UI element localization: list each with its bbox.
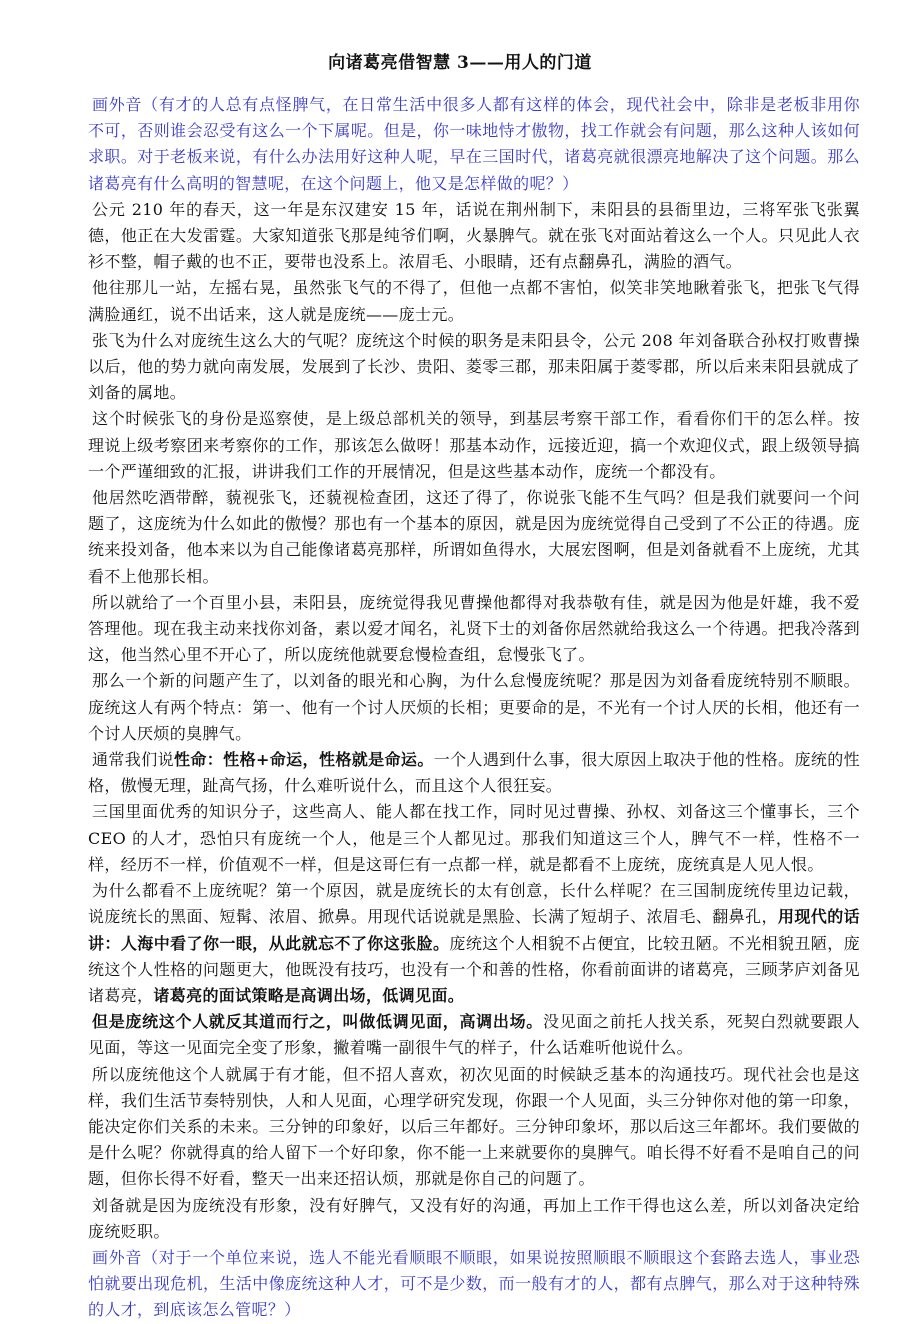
body-paragraph [88, 747, 860, 799]
text-run: 公元 210 年的春天，这一年是东汉建安 15 年，话说在荆州制下，耒阳县的县衙里边，三将军张飞张翼德，他正在大发雷霆。大家知道张飞那是纯爷们啊，火暴脾气。就在张飞对面站着这么一个人。只见此人衣衫不整，帽子戴的也不正，要带也没系上。浓眉毛、小眼睛，还有点翻鼻孔，满脸的酒气。 [88, 199, 860, 272]
text-run: 三国里面优秀的知识分子，这些高人、能人都在找工作，同时见过曹操、孙权、刘备这三个懂事长，三个 CEO 的人才，恐怕只有庞统一个人，他是三个人都见过。那我们知道这三个人，脾气不一样，性格不一样，经历不一样，价值观不一样，但是这哥仨有一点都一样，就是都看不上庞统，庞统真是人见人恨。 [88, 802, 860, 874]
narration-paragraph [88, 92, 860, 197]
bold-text-run: 用现代的话讲：人海中看了你一眼，从此就忘不了你这张脸。 [88, 907, 860, 953]
bold-text-run: 但是庞统这个人就反其道而行之，叫做低调见面，高调出场。 [92, 1012, 543, 1032]
text-run: 画外音（有才的人总有点怪脾气，在日常生活中很多人都有这样的体会，现代社会中，除非是老板非用你不可，否则谁会忍受有这么一个下属呢。但是，你一味地恃才傲物，找工作就会有问题，那么这种人该如何求职。对于老板来说，有什么办法用好这种人呢，早在三国时代，诸葛亮就很漂亮地解决了这个问题。那么诸葛亮有什么高明的智慧呢，在这个问题上，他又是怎样做的呢？） [88, 95, 860, 193]
document-title: 向诸葛亮借智慧 3——用人的门道 [328, 53, 592, 73]
narration-paragraph [88, 1245, 860, 1324]
body-paragraph [88, 878, 860, 1009]
text-run: 那么一个新的问题产生了，以刘备的眼光和心胸，为什么怠慢庞统呢？那是因为刘备看庞统特别不顺眼。庞统这人有两个特点：第一、他有一个讨人厌烦的长相；更要命的是，不光有一个讨人厌的长相，他还有一个讨人厌烦的臭脾气。 [88, 671, 860, 743]
body-paragraph [88, 485, 860, 590]
body-paragraph [88, 328, 860, 407]
body-paragraph [88, 799, 860, 878]
document-body [88, 92, 860, 1324]
text-run: 没见面之前托人找关系，死契白烈就要跟人见面，等这一见面完全变了形象，撇着嘴一副很牛气的样子，什么话难听他说什么。 [88, 1012, 861, 1058]
body-paragraph [88, 1062, 860, 1193]
text-run: 画外音（对于一个单位来说，选人不能光看顺眼不顺眼，如果说按照顺眼不顺眼这个套路去选人，事业恐怕就要出现危机，生活中像庞统这种人才，可不是少数，而一般有才的人，都有点脾气，那么对于这种特殊的人才，到底该怎么管呢？） [88, 1247, 860, 1320]
body-paragraph [88, 590, 860, 669]
bold-text-run: 性命：性格+命运，性格就是命运。 [173, 750, 434, 770]
text-run: 一个人遇到什么事，很大原因上取决于他的性格。庞统的性格，傲慢无理，趾高气扬，什么难听说什么，而且这个人很狂妄。 [88, 750, 860, 796]
body-paragraph [88, 1193, 860, 1245]
text-run: 庞统这个人相貌不占便宜，比较丑陋。不光相貌丑陋，庞统这个人性格的问题更大，他既没有技巧，也没有一个和善的性格，你看前面讲的诸葛亮，三顾茅庐刘备见诸葛亮， [88, 933, 860, 1005]
text-run: 刘备就是因为庞统没有形象，没有好脾气，又没有好的沟通，再加上工作干得也这么差，所以刘备决定给庞统贬职。 [88, 1195, 860, 1241]
body-paragraph [88, 1009, 860, 1061]
text-run: 所以就给了一个百里小县，耒阳县，庞统觉得我见曹操他都得对我恭敬有佳，就是因为他是奸雄，我不爱答理他。现在我主动来找你刘备，素以爱才闻名，礼贤下士的刘备你居然就给我这么一个待遇。把我冷落到这，他当然心里不开心了，所以庞统他就要怠慢检查组，怠慢张飞了。 [88, 592, 860, 665]
body-paragraph [88, 197, 860, 276]
text-run: 这个时候张飞的身份是巡察使，是上级总部机关的领导，到基层考察干部工作，看看你们干的怎么样。按理说上级考察团来考察你的工作，那该怎么做呀！那基本动作，远接近迎，搞一个欢迎仪式，跟上级领导搞一个严谨细致的汇报，讲讲我们工作的开展情况，但是这些基本动作，庞统一个都没有。 [88, 409, 860, 481]
text-run: 他居然吃酒带醉，藐视张飞，还藐视检查团，这还了得了，你说张飞能不生气吗？但是我们就要问一个问题了，这庞统为什么如此的傲慢？那也有一个基本的原因，就是因为庞统觉得自己受到了不公正的待遇。庞统来投刘备，他本来以为自己能像诸葛亮那样，所谓如鱼得水，大展宏图啊，但是刘备就看不上庞统，尤其看不上他那长相。 [88, 488, 860, 586]
text-run: 通常我们说 [92, 750, 174, 770]
body-paragraph [88, 668, 860, 747]
body-paragraph [88, 406, 860, 485]
bold-text-run: 诸葛亮的面试策略是高调出场，低调见面。 [153, 985, 465, 1005]
text-run: 所以庞统他这个人就属于有才能，但不招人喜欢，初次见面的时候缺乏基本的沟通技巧。现代社会也是这样，我们生活节奏特别快，人和人见面，心理学研究发现，你跟一个人见面，头三分钟你对他的第一印象，能决定你们关系的未来。三分钟的印象好，以后三年都好。三分钟印象坏，那以后这三年都坏。我们要做的是什么呢？你就得真的给人留下一个好印象，你不能一上来就要你的臭脾气。咱长得不好看不是咱自己的问题，但你长得不好看，整天一出来还招认烦，那就是你自己的问题了。 [88, 1064, 860, 1189]
text-run: 张飞为什么对庞统生这么大的气呢？庞统这个时候的职务是耒阳县令，公元 208 年刘备联合孙权打败曹操以后，他的势力就向南发展，发展到了长沙、贵阳、菱零三郡，那耒阳属于菱零郡，所以后来耒阳县就成了刘备的属地。 [88, 330, 860, 403]
body-paragraph [88, 275, 860, 327]
text-run: 他往那儿一站，左摇右晃，虽然张飞气的不得了，但他一点都不害怕，似笑非笑地瞅着张飞，把张飞气得满脸通红，说不出话来，这人就是庞统——庞士元。 [88, 278, 860, 324]
text-run: 为什么都看不上庞统呢？第一个原因，就是庞统长的太有创意，长什么样呢？在三国制庞统传里边记载，说庞统长的黑面、短髯、浓眉、掀鼻。用现代话说就是黑脸、长满了短胡子、浓眉毛、翻鼻孔， [88, 881, 860, 927]
